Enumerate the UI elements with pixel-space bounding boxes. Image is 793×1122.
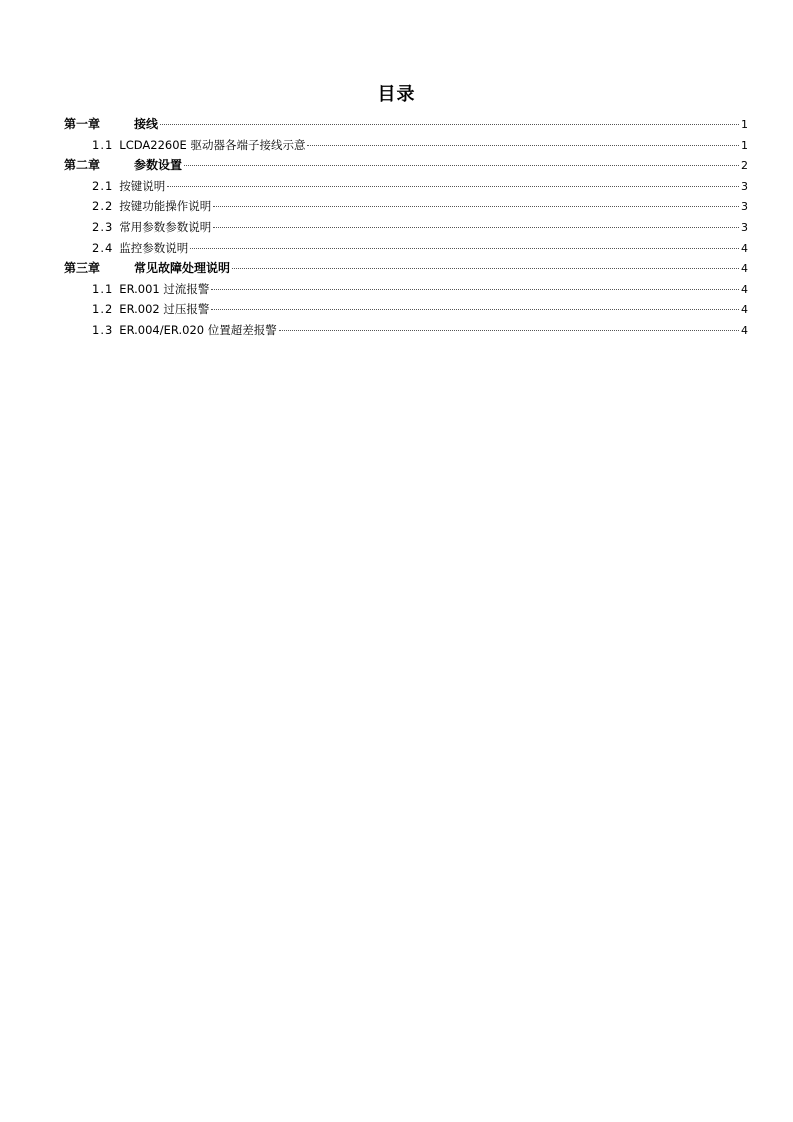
toc-entry-section[interactable] xyxy=(64,196,748,217)
dot-leader xyxy=(279,330,739,331)
section-number: 1.1 xyxy=(92,137,114,152)
entry-title: ER.002 过压报警 xyxy=(119,302,210,317)
toc-entry-section[interactable] xyxy=(64,238,748,259)
section-number: 1.3 xyxy=(92,322,114,337)
dot-leader xyxy=(160,124,739,125)
chapter-number: 第二章 xyxy=(64,158,101,173)
entry-title: 按键功能操作说明 xyxy=(119,199,212,214)
entry-title: 接线 xyxy=(134,117,159,131)
page-number: 2 xyxy=(741,159,748,173)
page-number: 1 xyxy=(741,138,748,152)
entry-title: ER.001 过流报警 xyxy=(119,281,210,296)
entry-title: 常用参数参数说明 xyxy=(119,219,212,234)
toc-entry-chapter-1[interactable] xyxy=(64,114,748,135)
section-number: 1.1 xyxy=(92,281,114,296)
page-number: 4 xyxy=(741,241,748,255)
entry-title: 参数设置 xyxy=(134,158,183,173)
page-number: 4 xyxy=(741,282,748,296)
page-number: 4 xyxy=(741,303,748,317)
page-number: 4 xyxy=(741,323,748,337)
page-number: 4 xyxy=(741,262,748,276)
entry-title: 监控参数说明 xyxy=(119,240,189,255)
page-number: 3 xyxy=(741,179,748,193)
toc-entry-section[interactable] xyxy=(64,320,748,341)
section-number: 1.2 xyxy=(92,302,114,317)
toc-entry-section[interactable] xyxy=(64,299,748,320)
dot-leader xyxy=(167,186,739,187)
page-number: 1 xyxy=(741,118,748,131)
entry-title: 常见故障处理说明 xyxy=(134,261,231,276)
dot-leader xyxy=(211,309,739,310)
page-title: 目录 xyxy=(377,84,416,105)
toc-entry-section[interactable] xyxy=(64,217,748,238)
section-number: 2.4 xyxy=(92,240,114,255)
section-number: 2.2 xyxy=(92,199,114,214)
table-of-contents xyxy=(64,114,748,341)
toc-entry-section[interactable] xyxy=(64,135,748,156)
toc-entry-section[interactable] xyxy=(64,279,748,300)
section-number: 2.3 xyxy=(92,219,114,234)
toc-entry-chapter-3[interactable] xyxy=(64,258,748,279)
dot-leader xyxy=(307,145,739,146)
dot-leader xyxy=(190,248,739,249)
entry-title: ER.004/ER.020 位置超差报警 xyxy=(119,322,277,337)
chapter-number: 第三章 xyxy=(64,261,101,276)
dot-leader xyxy=(232,268,739,269)
dot-leader xyxy=(184,165,739,166)
dot-leader xyxy=(211,289,739,290)
page-number: 3 xyxy=(741,200,748,214)
chapter-number: 第一章 xyxy=(64,117,101,131)
dot-leader xyxy=(213,227,739,228)
entry-title: 按键说明 xyxy=(119,178,166,193)
entry-title: LCDA2260E 驱动器各端子接线示意 xyxy=(119,137,306,152)
section-number: 2.1 xyxy=(92,178,114,193)
page-number: 3 xyxy=(741,220,748,234)
toc-entry-section[interactable] xyxy=(64,176,748,197)
dot-leader xyxy=(213,206,739,207)
toc-entry-chapter-2[interactable] xyxy=(64,155,748,176)
